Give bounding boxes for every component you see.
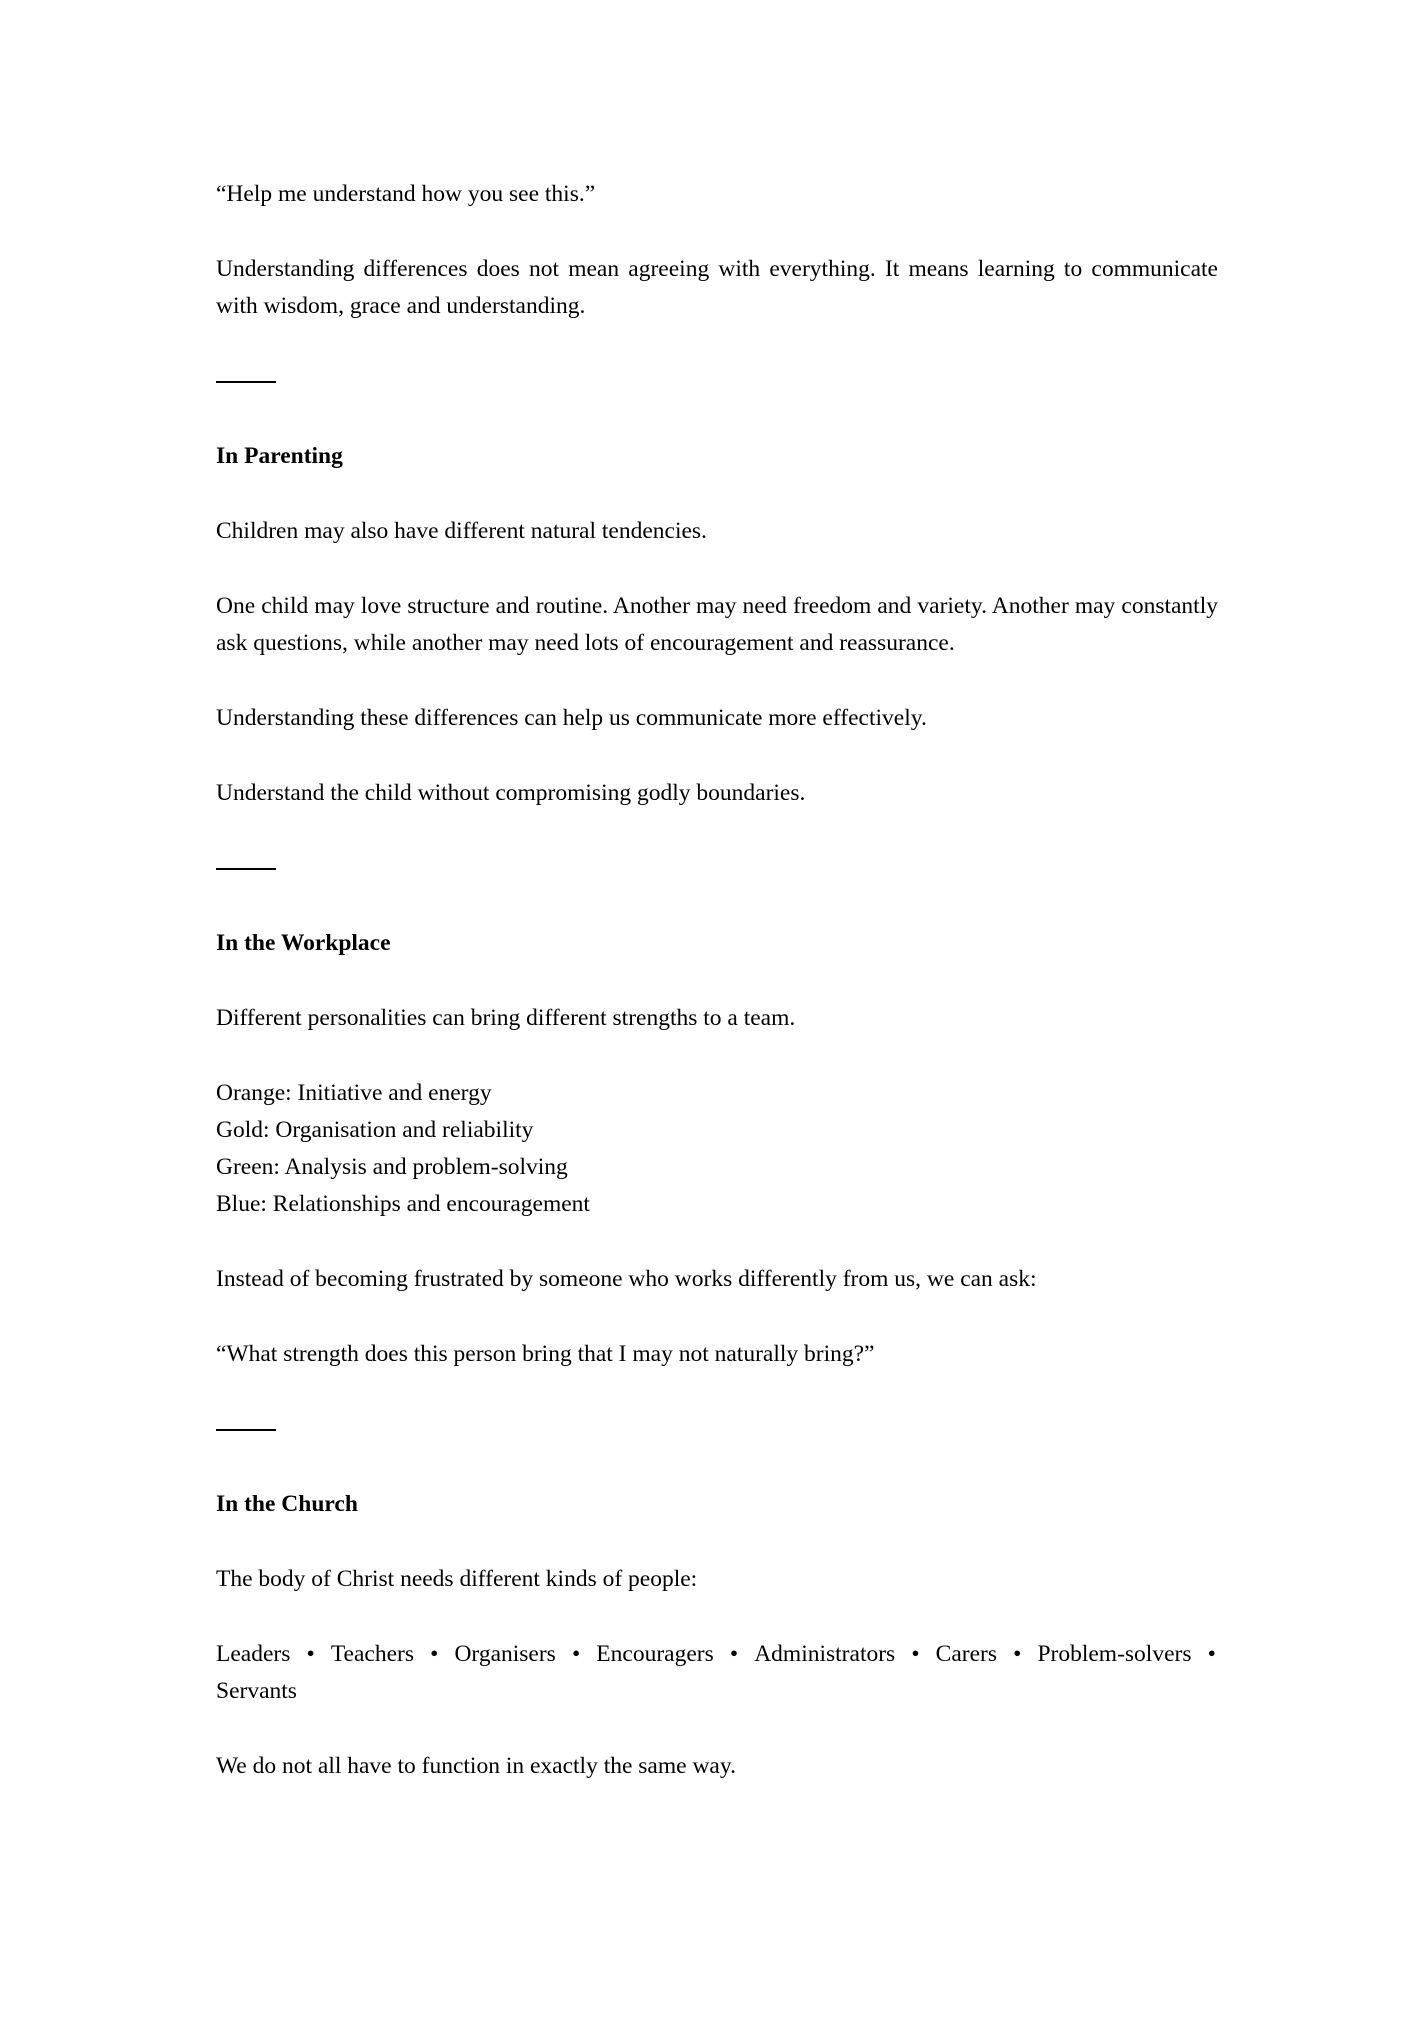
spacer (216, 550, 1218, 588)
strength-item: Blue: Relationships and encouragement (216, 1191, 590, 1217)
spacer (216, 475, 1218, 513)
spacer (216, 812, 1218, 850)
spacer (216, 1710, 1218, 1748)
spacer (216, 325, 1218, 363)
section-divider (216, 850, 1218, 887)
bullet-separator: • (911, 1641, 920, 1667)
role-item: Administrators (754, 1641, 896, 1667)
spacer (216, 887, 1218, 925)
role-item: Encouragers (596, 1641, 714, 1667)
workplace-heading: In the Workplace (216, 930, 391, 956)
spacer (216, 1037, 1218, 1075)
divider-line (216, 1429, 276, 1431)
parenting-paragraph-1: Children may also have different natural tendencies. (216, 518, 707, 544)
bullet-separator: • (430, 1641, 439, 1667)
parenting-heading: In Parenting (216, 443, 343, 469)
intro-paragraph: Understanding differences does not mean agreeing with everything. It means learning to communicate with wisdom, grace and understanding. (216, 256, 1218, 319)
bullet-separator: • (729, 1641, 739, 1667)
spacer (216, 1523, 1218, 1561)
spacer (216, 1298, 1218, 1336)
intro-quote: “Help me understand how you see this.” (216, 181, 596, 207)
strength-item: Gold: Organisation and reliability (216, 1117, 534, 1143)
divider-line (216, 381, 276, 383)
parenting-paragraph-4: Understand the child without compromising godly boundaries. (216, 780, 806, 806)
strengths-list (216, 1075, 1218, 1223)
parenting-paragraph-2: One child may love structure and routine. Another may need freedom and variety. Another may constantly ask questions, while another may need lots of encouragement and reassurance. (216, 593, 1218, 656)
divider-line (216, 868, 276, 870)
church-paragraph-1: The body of Christ needs different kinds of people: (216, 1566, 698, 1592)
role-item-last: Servants (216, 1678, 297, 1704)
strength-item: Green: Analysis and problem-solving (216, 1154, 568, 1180)
spacer (216, 213, 1218, 251)
strength-item: Orange: Initiative and energy (216, 1080, 492, 1106)
church-heading: In the Church (216, 1491, 358, 1517)
workplace-paragraph-1: Different personalities can bring different strengths to a team. (216, 1005, 796, 1031)
church-paragraph-2: We do not all have to function in exactly the same way. (216, 1753, 736, 1779)
section-divider (216, 363, 1218, 400)
role-item: Problem-solvers (1037, 1641, 1192, 1667)
role-item: Organisers (454, 1641, 556, 1667)
spacer (216, 1223, 1218, 1261)
bullet-separator: • (306, 1641, 315, 1667)
spacer (216, 1598, 1218, 1636)
role-item: Carers (935, 1641, 997, 1667)
roles-list (216, 1636, 1218, 1673)
bullet-separator: • (1013, 1641, 1022, 1667)
parenting-paragraph-3: Understanding these differences can help us communicate more effectively. (216, 705, 927, 731)
spacer (216, 737, 1218, 775)
spacer (216, 400, 1218, 438)
spacer (216, 962, 1218, 1000)
bullet-separator: • (1207, 1641, 1216, 1667)
spacer (216, 1448, 1218, 1486)
section-divider (216, 1411, 1218, 1448)
role-item: Leaders (216, 1641, 291, 1667)
spacer (216, 1373, 1218, 1411)
spacer (216, 662, 1218, 700)
workplace-quote: “What strength does this person bring that I may not naturally bring?” (216, 1341, 875, 1367)
document-page (216, 176, 1218, 1785)
bullet-separator: • (571, 1641, 581, 1667)
workplace-paragraph-2: Instead of becoming frustrated by someone who works differently from us, we can ask: (216, 1266, 1037, 1292)
role-item: Teachers (330, 1641, 414, 1667)
